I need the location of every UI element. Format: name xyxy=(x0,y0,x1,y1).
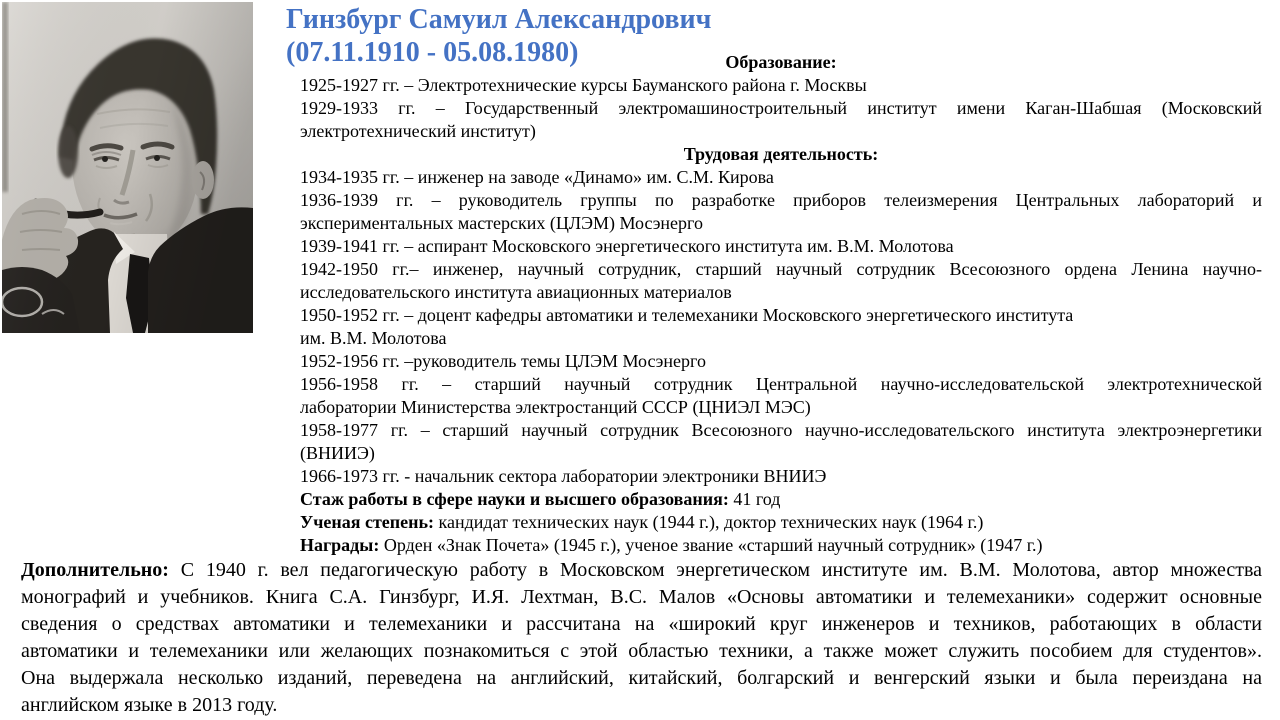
additional-line xyxy=(21,611,1262,638)
fact-line xyxy=(300,488,1262,511)
additional-text: английском языке в 2013 году. xyxy=(21,694,278,716)
person-dates: (07.11.1910 - 05.08.1980) xyxy=(286,37,579,68)
fact-value: кандидат технических наук (1944 г.), доктор технических наук (1964 г.) xyxy=(434,512,984,532)
additional-line xyxy=(21,692,1262,719)
additional-line xyxy=(21,638,1262,665)
fact-line xyxy=(300,534,1262,557)
bio-line: исследовательского института авиационных материалов xyxy=(300,282,732,302)
additional-label: Дополнительно: xyxy=(21,559,169,581)
bio-line: 1942-1950 гг.– инженер, научный сотрудник, старший научный сотрудник Всесоюзного ордена Ленина научно- xyxy=(300,259,1262,279)
bio-line: 1936-1939 гг. – руководитель группы по разработке приборов телеизмерения Центральных лабораторий и xyxy=(300,190,1262,210)
section-heading: Образование: xyxy=(725,52,837,72)
additional-text: монографий и учебников. Книга С.А. Гинзбург, И.Я. Лехтман, В.С. Малов «Основы автоматики и телемеханики» содержит основные xyxy=(21,586,1262,608)
bio-line: 1950-1952 гг. – доцент кафедры автоматики и телемеханики Московского энергетического института xyxy=(300,305,1074,325)
bio-line: 1925-1927 гг. – Электротехнические курсы Бауманского района г. Москвы xyxy=(300,75,867,95)
bio-line: 1929-1933 гг. – Государственный электромашиностроительный институт имени Каган-Шабшая (Московский xyxy=(300,98,1262,118)
additional-text: С 1940 г. вел педагогическую работу в Московском энергетическом институте им. В.М. Молотова, автор множества xyxy=(168,559,1262,581)
bio-line: 1958-1977 гг. – старший научный сотрудник Всесоюзного научно-исследовательского института электроэнергетики xyxy=(300,420,1262,440)
biography-column xyxy=(300,51,1262,557)
bio-line: (ВНИИЭ) xyxy=(300,443,375,463)
additional-text: автоматики и телемеханики или желающих познакомиться с этой областью техники, а также может служить пособием для студентов». xyxy=(21,640,1262,662)
person-name: Гинзбург Самуил Александрович xyxy=(286,4,712,35)
additional-line xyxy=(21,584,1262,611)
fact-value: Орден «Знак Почета» (1945 г.), ученое звание «старший научный сотрудник» (1947 г.) xyxy=(379,535,1043,555)
fact-line xyxy=(300,511,1262,534)
bio-line: электротехнический институт) xyxy=(300,121,536,141)
fact-label: Награды: xyxy=(300,535,380,555)
portrait-photo-graphic xyxy=(2,2,253,333)
bio-line: экспериментальных мастерских (ЦЛЭМ) Мосэнерго xyxy=(300,213,703,233)
bio-line: 1966-1973 гг. - начальник сектора лаборатории электроники ВНИИЭ xyxy=(300,466,827,486)
section-heading: Трудовая деятельность: xyxy=(683,144,879,164)
additional-text: сведения о средствах автоматики и телемеханики и рассчитана на «широкий круг инженеров и техников, работающих в области xyxy=(21,613,1262,635)
additional-text: Она выдержала несколько изданий, переведена на английский, китайский, болгарский и венгерский языки и была переиздана на xyxy=(21,667,1262,689)
bio-line: 1939-1941 гг. – аспирант Московского энергетического института им. В.М. Молотова xyxy=(300,236,954,256)
portrait-photo xyxy=(2,2,253,333)
additional-line xyxy=(21,665,1262,692)
fact-label: Ученая степень: xyxy=(300,512,435,532)
additional-paragraph xyxy=(21,557,1262,719)
additional-line xyxy=(21,557,1262,584)
bio-line: 1952-1956 гг. –руководитель темы ЦЛЭМ Мосэнерго xyxy=(300,351,706,371)
bio-line: лаборатории Министерства электростанций СССР (ЦНИЭЛ МЭС) xyxy=(300,397,811,417)
bio-line: 1934-1935 гг. – инженер на заводе «Динамо» им. С.М. Кирова xyxy=(300,167,774,187)
fact-label: Стаж работы в сфере науки и высшего образования: xyxy=(300,489,729,509)
fact-value: 41 год xyxy=(728,489,781,509)
bio-line: 1956-1958 гг. – старший научный сотрудник Центральной научно-исследовательской электротехнической xyxy=(300,374,1262,394)
bio-line: им. В.М. Молотова xyxy=(300,328,447,348)
